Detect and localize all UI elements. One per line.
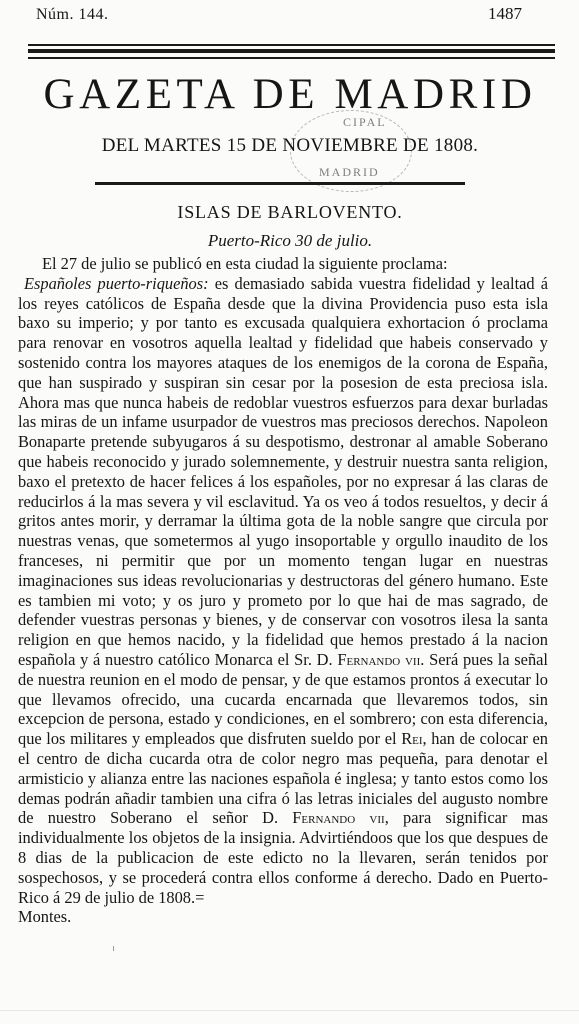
masthead-title: GAZETA DE MADRID: [43, 71, 537, 118]
salutation: Españoles puerto-riqueños:: [24, 273, 209, 293]
header-underline: [95, 182, 465, 185]
issue-date: DEL MARTES 15 DE NOVIEMBRE DE 1808.: [101, 135, 479, 156]
issue-number: Núm. 144.: [36, 6, 109, 23]
king-name: Fernando vii: [337, 649, 421, 669]
top-rule-thick: [28, 49, 555, 53]
page-number: 1487: [488, 4, 522, 23]
article-body: [18, 254, 548, 927]
top-rule: [28, 57, 555, 59]
page-edge: [0, 1010, 579, 1011]
place-date-heading: Puerto-Rico 30 de julio.: [207, 231, 373, 250]
proclamation-paragraph: [18, 274, 548, 908]
rei-word: Rei: [401, 729, 423, 749]
paper-mark: [113, 946, 114, 951]
king-name: Fernando vii: [292, 808, 385, 828]
intro-paragraph: El 27 de julio se publicó en esta ciudad la siguiente proclama:: [42, 254, 448, 273]
top-rule: [28, 44, 555, 46]
proclamation-text: , han de colocar en el centro de dicha cucarda otra de color negro mas pequeña, para denotar el armisticio y alianza entre las naciones española é inglesa; y tanto estos como los demas podrán añadir tambien una cifra ó las letras iniciales del augusto nombre de nuestro Soberano el señor D.: [18, 729, 549, 828]
proclamation-text: . Será pues la señal de nuestra reunion en el modo de pensar, y de que estamos prontos á executar lo que llevamos ofrecido, una cucarda encarnada que llevaremos todos, sin excepcion de persona, estado y condiciones, en el sombrero; con esta diferencia, que los militares y empleados que disfruten sueldo por el: [18, 649, 548, 749]
library-stamp: CIPAL MADRID: [290, 110, 412, 192]
signature: Montes.: [18, 907, 72, 927]
proclamation-text: es demasiado sabida vuestra fidelidad y lealtad á los reyes católicos de España desde que la divina Providencia puso esta isla baxo su imperio; y por tanto es excusada qualquiera exhortacion ó proclama para renovar en vosotros aquella lealtad y fidelidad que habeis conservado y sostenido contra los mayores ataques de los enemigos de la corona de España, que han suspirado y suspiran sin cesar por la posesion de esta preciosa isla. Ahora mas que nunca habeis de redoblar vuestros esfuerzos para dexar burladas las miras de un infame usurpador de vuestros mas preciosos derechos. Napoleon Bonaparte pretende subyugaros á su despotismo, destronar al amable Soberano que habeis reconocido y jurado solemnemente, y destruir nuestra santa religion, baxo el pretexto de hacer felices á los españoles, por no expresar á las claras de reducirlos á la mas severa y vil esclavitud. Ya os veo á todos resueltos, y decir á gritos antes morir, y derramar la última gota de la noble sangre que circula por nuestras venas, que sometermos al yugo insoportable y orgullo inaudito de los franceses, ni permitir que por un momento tengan lugar en nuestras imaginaciones sus ideas revolucionarias y destructoras del género humano. Este es tambien mi voto; y os juro y prometo por lo que hai de mas sagrado, de defender vuestras personas y bienes, y de conservar con vosotros ilesa la santa religion en que hemos nacido, y la fidelidad que hemos prestado á la nacion española y á nuestro católico Monarca el Sr. D.: [18, 273, 548, 669]
proclamation-text: , para significar mas individualmente los objetos de la insignia. Advirtiéndoos que los que despues de 8 dias de la publicacion de este edicto no la llevaren, serán tenidos por sospechosos, y se procederá contra ellos conforme á derecho. Dado en Puerto-Rico á 29 de julio de 1808.=: [18, 808, 549, 907]
section-heading: ISLAS DE BARLOVENTO.: [177, 202, 403, 222]
